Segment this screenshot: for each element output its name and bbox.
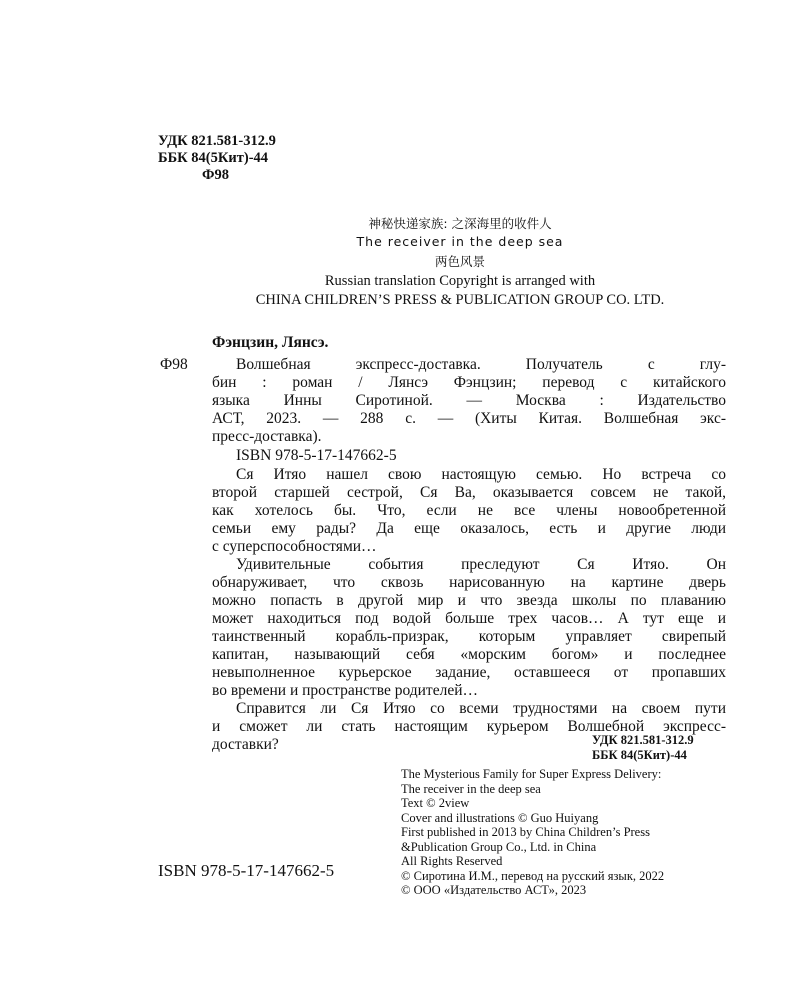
author-mark: Ф98	[202, 167, 229, 183]
annotation-line: капитан, называющий себя «морским богом» и последнее	[212, 646, 726, 663]
credits-block	[401, 767, 664, 898]
credit-line: © Сиротина И.М., перевод на русский язык, 2022	[401, 868, 665, 883]
credit-line: The receiver in the deep sea	[401, 781, 541, 796]
credit-line: First published in 2013 by China Children’s Press	[401, 825, 650, 839]
credit-line: &Publication Group Co., Ltd. in China	[401, 839, 597, 854]
credit-line: All Rights Reserved	[401, 854, 503, 868]
annotation-line: таинственный корабль-призрак, которым управляет свирепый	[212, 628, 726, 645]
credit-line: The Mysterious Family for Super Express Delivery:	[401, 767, 662, 781]
annotation-line: второй старшей сестрой, Ся Ва, оказывается совсем не такой,	[212, 484, 726, 501]
annotation-line: и сможет ли стать настоящим курьером Волшебной экспресс-	[212, 718, 726, 735]
bib-line: языка Инны Сиротиной. — Москва : Издательство	[212, 392, 726, 409]
record-code: Ф98	[160, 356, 188, 373]
bbk-code-bottom: ББК 84(5Кит)-44	[592, 747, 687, 762]
annotation-line: семьи ему рады? Да еще оказалось, есть и другие люди	[212, 520, 726, 537]
author-heading: Фэнцзин, Лянсэ.	[212, 334, 329, 351]
rights-line-2: CHINA CHILDREN’S PRESS & PUBLICATION GROUP CO. LTD.	[255, 292, 665, 308]
isbn-bottom: ISBN 978-5-17-147662-5	[158, 861, 335, 880]
credit-line: Cover and illustrations © Guo Huiyang	[401, 810, 599, 825]
annotation-line: можно попасть в другой мир и что звезда школы по плаванию	[212, 592, 726, 609]
bib-line: Волшебная экспресс-доставка. Получатель с глу-	[236, 356, 726, 373]
bottom-codes	[592, 733, 694, 762]
annotation-line: Удивительные события преследуют Ся Итяо. Он	[236, 556, 726, 573]
chinese-note: 两色风景	[434, 254, 485, 269]
annotation-line: невыполненное курьерское задание, оставшееся от пропавших	[212, 664, 726, 681]
classification-block	[158, 133, 276, 184]
rights-line-1: Russian translation Copyright is arranged with	[324, 273, 596, 289]
bib-line: бин : роман / Лянсэ Фэнцзин; перевод с китайского	[212, 374, 726, 391]
annotation-line: Ся Итяо нашел свою настоящую семью. Но встреча со	[236, 466, 726, 483]
udk-code: УДК 821.581-312.9	[158, 133, 276, 149]
bibliographic-description	[212, 356, 726, 446]
annotation-line: во времени и пространстве родителей…	[212, 682, 478, 699]
credit-line: © ООО «Издательство АСТ», 2023	[401, 883, 587, 897]
credit-line: Text © 2view	[401, 796, 470, 810]
chinese-title: 神秘快递家族: 之深海里的收件人	[368, 216, 552, 231]
udk-code-bottom: УДК 821.581-312.9	[592, 733, 694, 747]
isbn-record: ISBN 978-5-17-147662-5	[236, 447, 397, 464]
english-title: The receiver in the deep sea	[356, 234, 564, 249]
annotation-line: доставки?	[212, 736, 279, 753]
annotation-line: с суперспособностями…	[212, 538, 377, 555]
bib-line: пресс-доставка).	[212, 428, 322, 445]
bib-line: АСТ, 2023. — 288 с. — (Хиты Китая. Волшебная экс-	[212, 410, 726, 427]
annotation-line: обнаруживает, что сквозь нарисованную на картине дверь	[212, 574, 726, 591]
bbk-code: ББК 84(5Кит)-44	[158, 150, 269, 166]
annotation-line: может находиться под водой больше трех часов… А тут еще и	[212, 610, 726, 627]
annotation-line: Справится ли Ся Итяо со всеми трудностями на своем пути	[236, 700, 726, 717]
annotation	[212, 466, 726, 754]
annotation-line: как хотелось бы. Что, если не все члены новообретенной	[212, 502, 726, 519]
